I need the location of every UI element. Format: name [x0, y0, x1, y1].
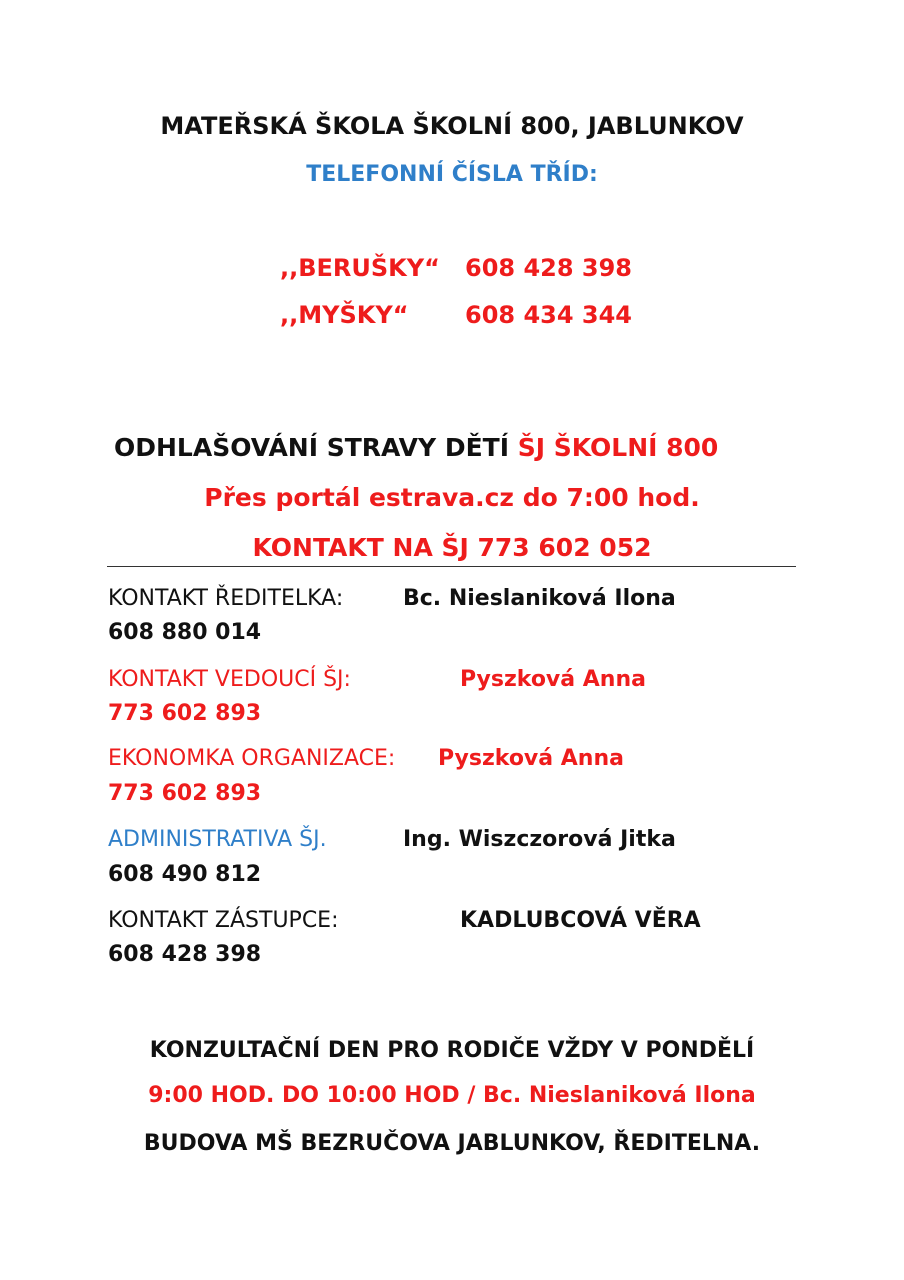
class-phone-mysky: 608 434 344 [465, 301, 633, 329]
contact-name-deputy: KADLUBCOVÁ VĚRA [460, 908, 701, 933]
class-name-mysky: ,,MYŠKY“ [280, 301, 409, 329]
contact-phone-administration: 608 490 812 [108, 862, 262, 887]
class-name-berusky: ,,BERUŠKY“ [280, 254, 440, 282]
contact-name-economist: Pyszková Anna [438, 746, 624, 771]
contact-role-economist: EKONOMKA ORGANIZACE: [108, 746, 396, 771]
phones-title: TELEFONNÍ ČÍSLA TŘÍD: [306, 162, 598, 187]
contact-role-canteen-head: KONTAKT VEDOUCÍ ŠJ: [108, 667, 351, 692]
contact-role-deputy: KONTAKT ZÁSTUPCE: [108, 908, 339, 933]
divider [107, 566, 796, 567]
meals-title-part1: ODHLAŠOVÁNÍ STRAVY DĚTÍ [114, 433, 510, 462]
consultation-line3: BUDOVA MŠ BEZRUČOVA JABLUNKOV, ŘEDITELNA. [143, 1131, 761, 1156]
contact-phone-canteen-head: 773 602 893 [108, 701, 262, 726]
contact-phone-economist: 773 602 893 [108, 781, 262, 806]
meals-portal: Přes portál estrava.cz do 7:00 hod. [204, 483, 700, 512]
contact-role-administration: ADMINISTRATIVA ŠJ. [108, 827, 327, 852]
school-name: MATEŘSKÁ ŠKOLA ŠKOLNÍ 800, JABLUNKOV [160, 112, 744, 140]
meals-contact: KONTAKT NA ŠJ 773 602 052 [252, 533, 652, 562]
contact-role-director: KONTAKT ŘEDITELKA: [108, 586, 344, 611]
contact-name-administration: Ing. Wiszczorová Jitka [403, 827, 676, 852]
contact-phone-director: 608 880 014 [108, 620, 262, 645]
consultation-line1: KONZULTAČNÍ DEN PRO RODIČE VŽDY V PONDĚLÍ [149, 1038, 755, 1063]
meals-title [114, 435, 718, 460]
consultation-line2: 9:00 HOD. DO 10:00 HOD / Bc. Nieslaniková Ilona [148, 1083, 756, 1108]
class-phone-berusky: 608 428 398 [465, 254, 633, 282]
meals-title-part2: ŠJ ŠKOLNÍ 800 [517, 433, 719, 462]
contact-name-canteen-head: Pyszková Anna [460, 667, 646, 692]
contact-name-director: Bc. Nieslaniková Ilona [403, 586, 676, 611]
contact-phone-deputy: 608 428 398 [108, 942, 262, 967]
